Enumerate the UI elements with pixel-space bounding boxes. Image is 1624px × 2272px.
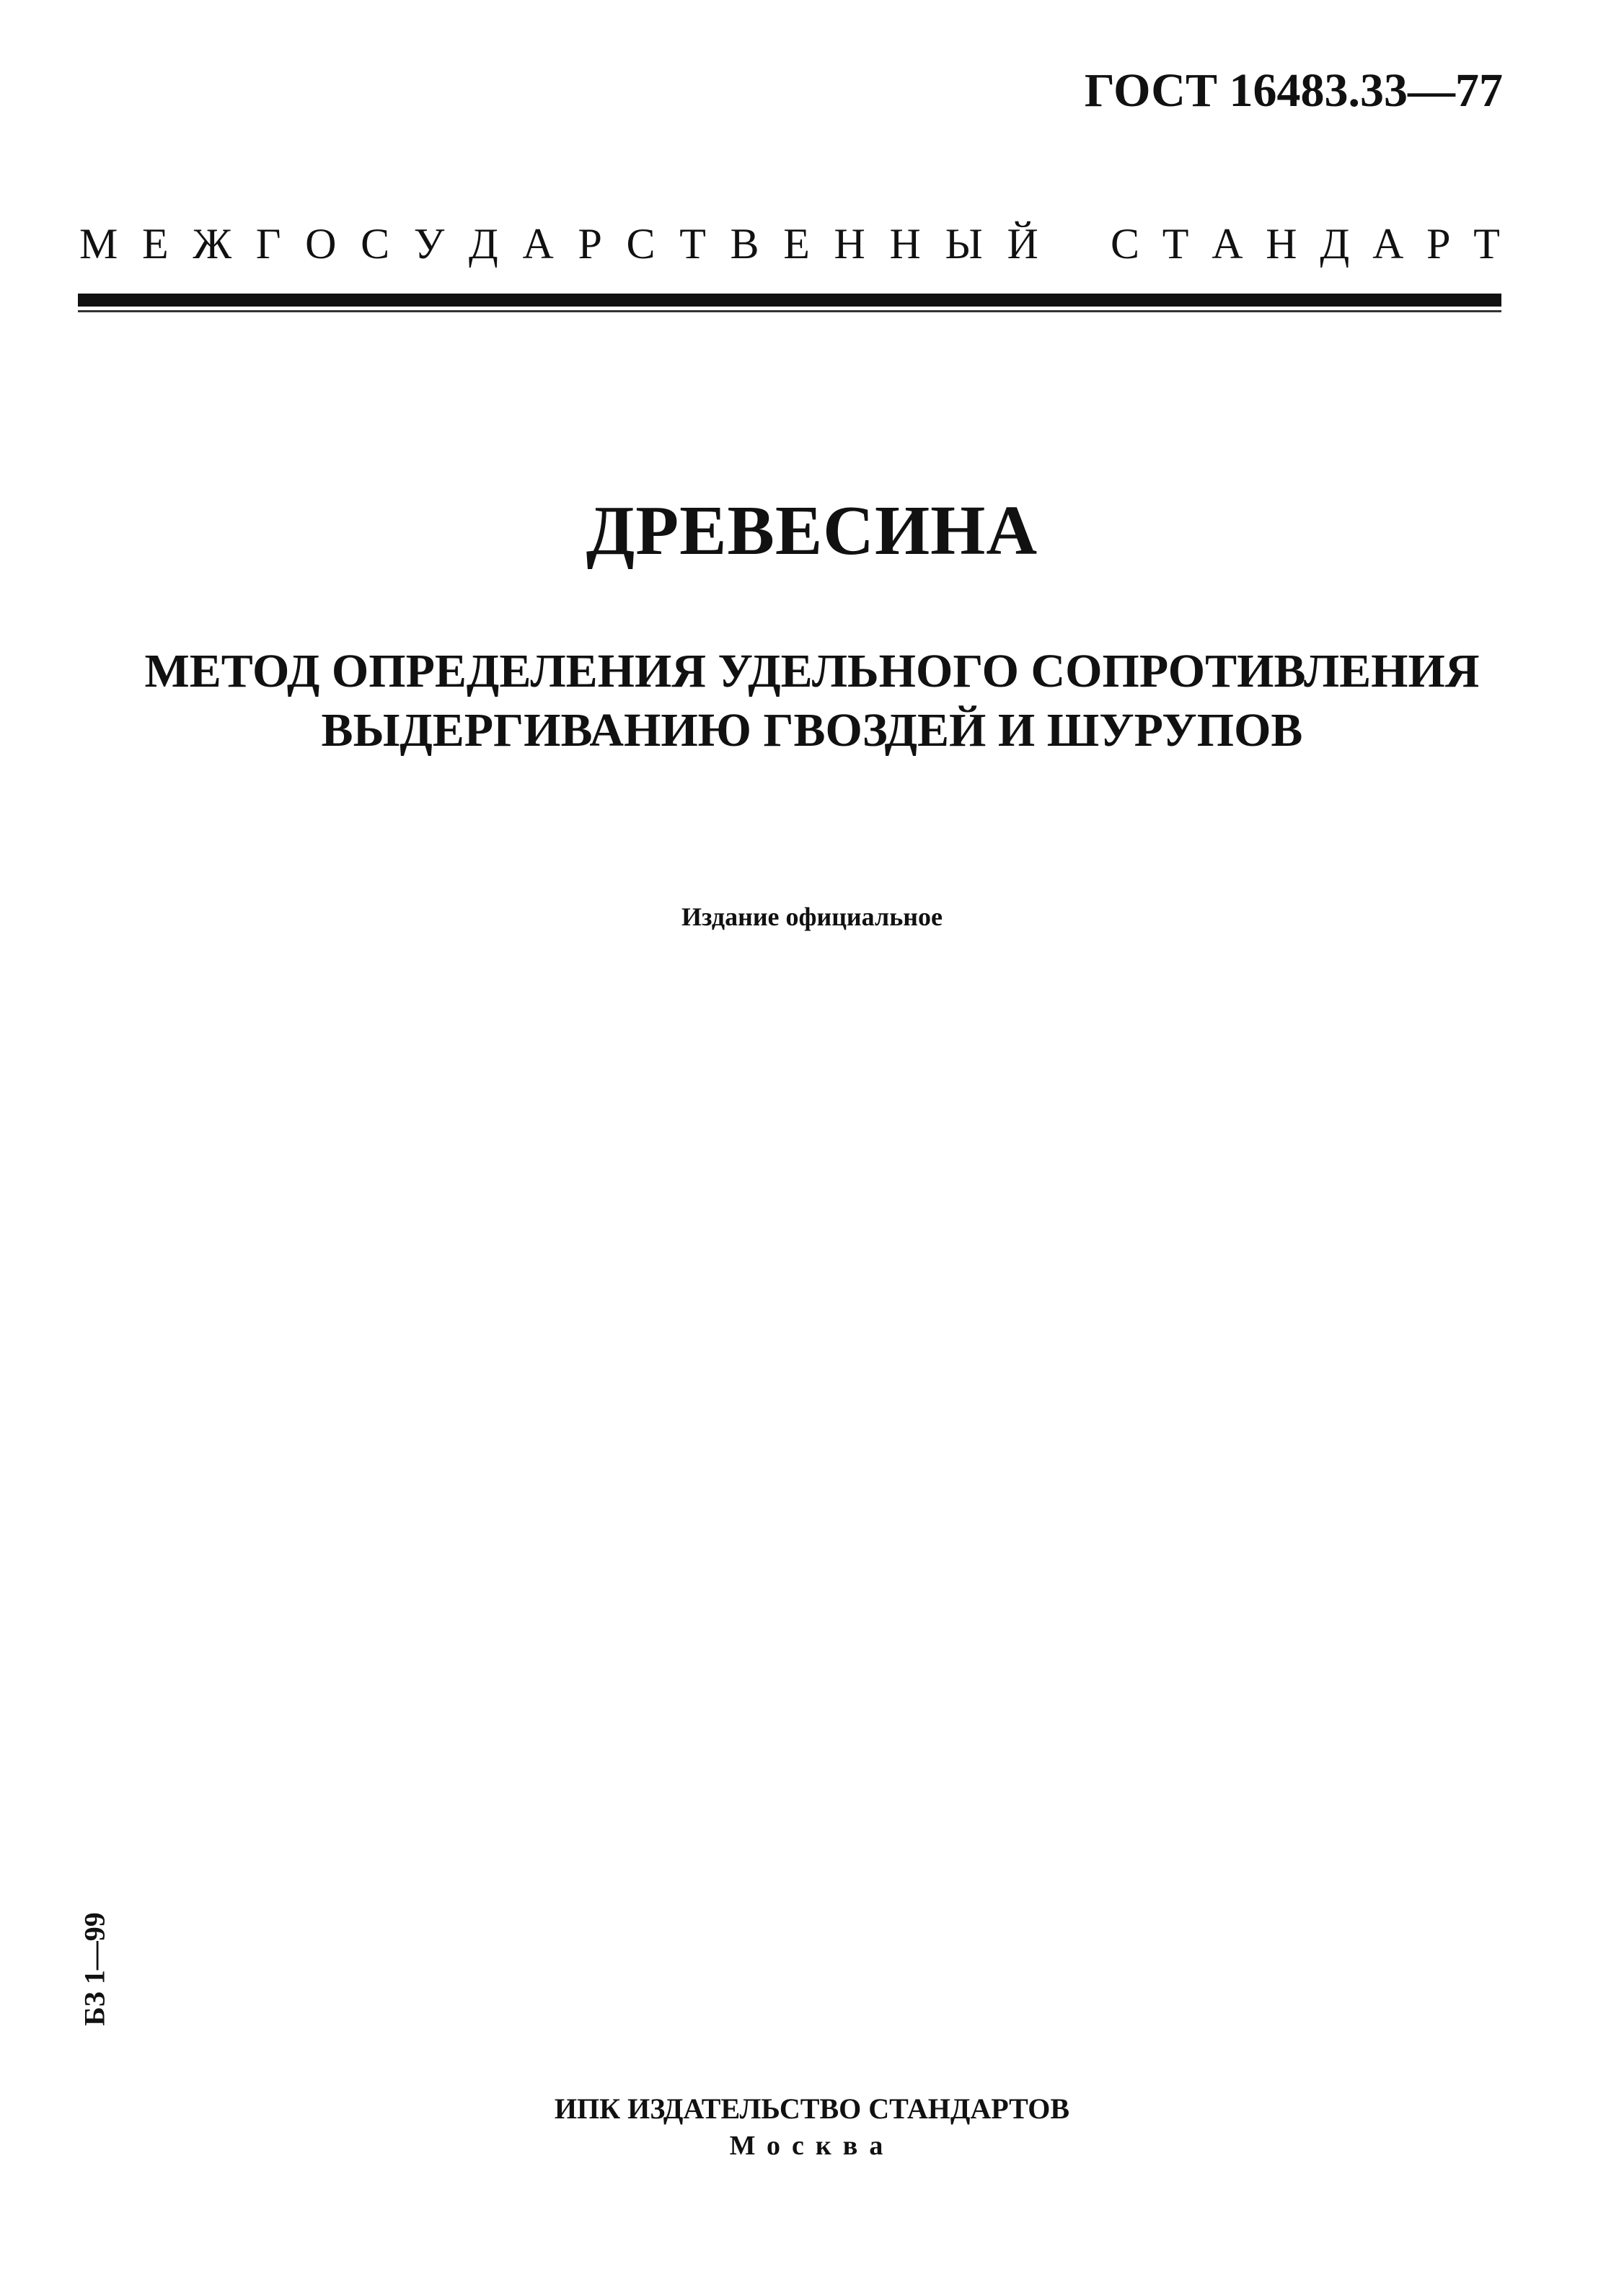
header-letter: Ы [945, 220, 983, 268]
header-letter: Г [255, 220, 281, 268]
header-divider [78, 294, 1501, 307]
publisher-name: ИПК ИЗДАТЕЛЬСТВО СТАНДАРТОВ [554, 2092, 1070, 2125]
header-word-standard [1111, 220, 1500, 268]
header-letter: Д [1320, 220, 1350, 268]
subtitle-line-1: МЕТОД ОПРЕДЕЛЕНИЯ УДЕЛЬНОГО СОПРОТИВЛЕНИЯ [144, 645, 1480, 697]
header-letter: Р [1426, 220, 1451, 268]
side-code [69, 1904, 120, 2034]
header-word-interstate [79, 220, 1038, 268]
side-code-text: БЗ 1—99 [78, 1912, 111, 2026]
publisher-city: Москва [729, 2131, 895, 2161]
edition-label: Издание официальное [681, 902, 943, 931]
header-letter: А [1372, 220, 1404, 268]
header-letter: Н [889, 220, 921, 268]
header-letter: Т [679, 220, 706, 268]
header-letter: Д [468, 220, 498, 268]
header-letter: А [522, 220, 554, 268]
header-letter: А [1212, 220, 1243, 268]
document-title: ДРЕВЕСИНА [586, 492, 1038, 570]
subtitle-line-2: ВЫДЕРГИВАНИЮ ГВОЗДЕЙ И ШУРУПОВ [321, 704, 1303, 757]
header-letter: У [413, 220, 445, 268]
header-letter: С [626, 220, 656, 268]
header-letter: Н [834, 220, 865, 268]
header-letter: Й [1007, 220, 1038, 268]
header-letter: Т [1162, 220, 1189, 268]
header-letter: Н [1266, 220, 1297, 268]
header-letter: В [730, 220, 759, 268]
header-letter: М [79, 220, 118, 268]
header-letter: Е [142, 220, 169, 268]
header-letter: Р [578, 220, 602, 268]
header-letter: О [305, 220, 337, 268]
header-letter: С [361, 220, 390, 268]
header-letter: Т [1473, 220, 1500, 268]
header-letter: Е [783, 220, 810, 268]
header-band [79, 213, 1500, 274]
gost-number: ГОСТ 16483.33—77 [1084, 64, 1503, 117]
header-letter: С [1111, 220, 1140, 268]
header-letter: Ж [193, 220, 232, 268]
document-subtitle [0, 642, 1624, 760]
header-divider-thin [78, 310, 1501, 312]
